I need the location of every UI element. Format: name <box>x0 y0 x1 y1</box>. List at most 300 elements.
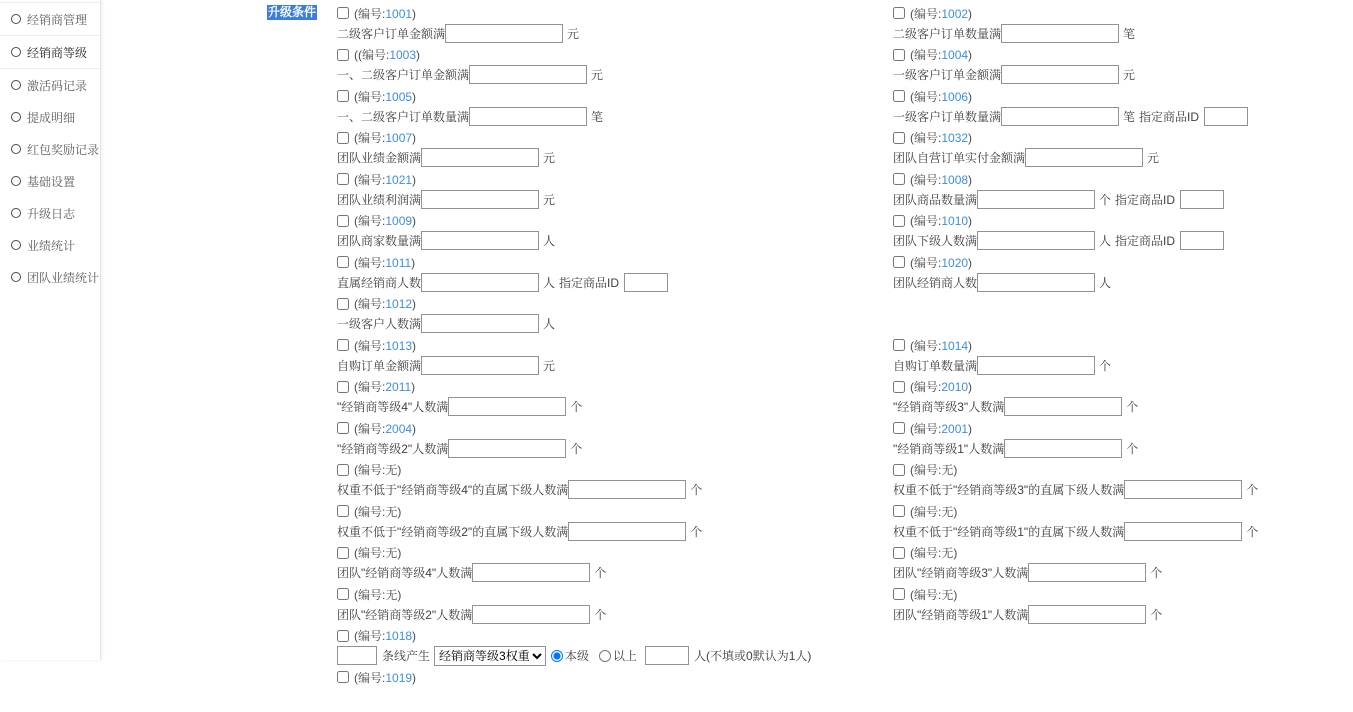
condition-label: 团队"经销商等级2"人数满 <box>337 607 473 622</box>
condition-code <box>910 254 972 271</box>
condition-checkbox[interactable] <box>893 339 905 351</box>
code-close-paren: ) <box>968 131 973 145</box>
condition-checkbox[interactable] <box>337 298 349 310</box>
condition-checkbox[interactable] <box>337 339 349 351</box>
unit-label: 个 <box>1099 192 1112 207</box>
condition-cell <box>893 587 1349 624</box>
line-count-input[interactable] <box>337 646 377 665</box>
condition-code <box>910 46 972 63</box>
code-open-paren: (编号: <box>354 6 386 21</box>
radio-label: 以上 <box>613 649 638 663</box>
condition-checkbox[interactable] <box>337 381 349 393</box>
unit-label: 个 <box>1246 483 1259 497</box>
condition-code <box>354 669 416 686</box>
unit-label: 人 <box>543 275 556 290</box>
condition-row <box>337 48 1349 85</box>
condition-value-input[interactable] <box>469 107 587 126</box>
condition-label: 二级客户订单数量满 <box>893 26 1002 41</box>
condition-label: 自购订单数量满 <box>893 358 978 373</box>
condition-code <box>354 337 416 354</box>
condition-code <box>910 544 957 561</box>
condition-value-input[interactable] <box>1001 107 1119 126</box>
code-open-paren: (编号: <box>354 131 386 145</box>
code-open-paren: (编号: <box>354 629 386 643</box>
sidebar-item-link[interactable] <box>0 101 100 133</box>
code-number: 1032 <box>941 131 969 145</box>
condition-value-input[interactable] <box>421 148 539 167</box>
code-close-paren: ) <box>411 380 416 394</box>
code-close-paren: ) <box>412 131 417 145</box>
condition-checkbox[interactable] <box>893 215 905 227</box>
condition-label: 团队下级人数满 <box>893 234 978 248</box>
condition-code <box>354 544 401 561</box>
sidebar-item-link[interactable] <box>0 3 100 35</box>
condition-checkbox[interactable] <box>337 547 349 559</box>
condition-checkbox[interactable] <box>337 49 349 61</box>
condition-value-input[interactable] <box>469 65 587 84</box>
condition-code <box>354 503 401 520</box>
unit-label: 元 <box>1123 68 1136 82</box>
condition-value-input[interactable] <box>977 356 1095 375</box>
condition-cell <box>337 214 893 251</box>
code-close-paren: ) <box>412 421 417 436</box>
condition-label: 团队"经销商等级4"人数满 <box>337 566 473 580</box>
condition-cell <box>337 421 893 458</box>
condition-cell <box>337 504 893 541</box>
code-number: 无 <box>941 546 954 560</box>
unit-label: 笔 <box>591 109 604 124</box>
condition-value-input[interactable] <box>568 522 686 541</box>
condition-cell <box>893 89 1349 126</box>
condition-cell <box>337 172 893 209</box>
unit-label: 人 <box>1099 234 1112 248</box>
code-open-paren: (编号: <box>910 48 942 62</box>
code-number: 无 <box>941 587 954 602</box>
sidebar-item-active[interactable] <box>0 35 100 69</box>
condition-row <box>337 504 1349 541</box>
condition-row <box>337 255 1349 292</box>
condition-label: 团队自营订单实付金额满 <box>893 151 1026 165</box>
condition-row <box>337 6 1349 43</box>
condition-cell <box>893 463 1349 500</box>
code-number: 1013 <box>385 338 413 353</box>
condition-value-input[interactable] <box>421 273 539 292</box>
condition-checkbox[interactable] <box>337 215 349 227</box>
code-open-paren: (编号: <box>354 463 386 477</box>
condition-checkbox[interactable] <box>893 90 905 102</box>
code-close-paren: ) <box>412 6 417 21</box>
code-close-paren: ) <box>411 255 416 270</box>
unit-label: 元 <box>543 358 556 373</box>
condition-checkbox[interactable] <box>893 464 905 476</box>
unit-label: 元 <box>543 151 556 165</box>
code-close-paren: ) <box>412 297 417 311</box>
radio-circle-icon <box>11 176 21 186</box>
code-open-paren: (编号: <box>354 89 386 104</box>
code-close-paren: ) <box>968 338 973 353</box>
condition-label: 自购订单金额满 <box>337 358 422 373</box>
condition-label: 团队商品数量满 <box>893 192 978 207</box>
condition-code <box>910 378 972 395</box>
unit-label: 个 <box>570 441 583 456</box>
code-number: 1012 <box>385 297 413 311</box>
code-close-paren: ) <box>968 48 973 62</box>
condition-value-input[interactable] <box>1004 397 1122 416</box>
upgrade-conditions-field-label: 升级条件 <box>268 5 317 19</box>
code-close-paren: ) <box>968 172 973 187</box>
condition-label: 权重不低于"经销商等级1"的直属下级人数满 <box>893 524 1125 539</box>
condition-row <box>337 89 1349 126</box>
radio-circle-icon <box>11 47 21 57</box>
condition-value-input[interactable] <box>1001 24 1119 43</box>
condition-value-input[interactable] <box>977 273 1095 292</box>
condition-value-input[interactable] <box>421 356 539 375</box>
unit-label: 个 <box>690 524 703 539</box>
sidebar-item-label: 基础设置 <box>27 174 76 189</box>
empty-cell <box>893 670 1349 707</box>
condition-cell <box>337 297 893 334</box>
condition-value-input[interactable] <box>1004 439 1122 458</box>
condition-row <box>337 297 1349 334</box>
product-id-label: 指定商品ID <box>1139 109 1200 124</box>
sidebar-item-link[interactable] <box>0 165 100 197</box>
code-number: 2011 <box>385 380 412 394</box>
code-close-paren: ) <box>953 587 958 602</box>
condition-cell <box>337 629 893 666</box>
condition-code <box>354 461 401 478</box>
product-id-label: 指定商品ID <box>559 275 620 290</box>
code-open-paren: (编号: <box>910 172 942 187</box>
code-open-paren: (编号: <box>354 587 386 602</box>
code-close-paren: ) <box>412 172 417 187</box>
condition-code <box>354 420 416 437</box>
code-close-paren: ) <box>397 504 402 519</box>
sidebar-item-label: 提成明细 <box>27 110 76 125</box>
condition-row <box>337 172 1349 209</box>
radio-circle-icon <box>11 112 21 122</box>
code-open-paren: (编号: <box>910 6 942 21</box>
code-number: 无 <box>385 463 398 477</box>
sidebar <box>0 0 101 660</box>
unit-label: 人 <box>543 234 556 248</box>
condition-cell <box>893 421 1349 458</box>
condition-value-input[interactable] <box>421 190 539 209</box>
condition-row <box>337 380 1349 417</box>
condition-label: 团队业绩金额满 <box>337 151 422 165</box>
condition-value-input[interactable] <box>472 605 590 624</box>
condition-cell <box>893 255 1349 292</box>
condition-row <box>337 131 1349 168</box>
condition-label: 一级客户订单数量满 <box>893 109 1002 124</box>
code-close-paren: ) <box>397 546 402 560</box>
code-number: 1018 <box>385 629 413 643</box>
code-open-paren: (编号: <box>354 255 386 270</box>
condition-cell <box>337 48 893 85</box>
code-close-paren: ) <box>968 255 973 270</box>
condition-value-input[interactable] <box>1028 605 1146 624</box>
condition-code <box>910 337 972 354</box>
condition-cell <box>893 214 1349 251</box>
condition-code <box>354 171 416 188</box>
code-open-paren: (编号: <box>354 380 386 394</box>
condition-checkbox[interactable] <box>893 256 905 268</box>
radio-circle-icon <box>11 240 21 250</box>
condition-checkbox[interactable] <box>893 547 905 559</box>
code-number: 无 <box>385 546 398 560</box>
code-open-paren: (编号: <box>910 546 942 560</box>
code-close-paren: ) <box>412 629 417 643</box>
code-open-paren: (编号: <box>910 463 942 477</box>
condition-code <box>910 420 972 437</box>
unit-label: 人 <box>1099 275 1112 290</box>
condition-value-input[interactable] <box>445 24 563 43</box>
code-number: 1002 <box>941 6 969 21</box>
condition-checkbox[interactable] <box>337 173 349 185</box>
condition-checkbox[interactable] <box>337 7 349 19</box>
condition-checkbox[interactable] <box>337 464 349 476</box>
empty-cell <box>893 297 1349 334</box>
level-weight-select[interactable] <box>434 646 546 666</box>
sidebar-item-label: 经销商管理 <box>27 12 88 27</box>
code-number: 1005 <box>385 89 413 104</box>
code-open-paren: (编号: <box>354 172 386 187</box>
radio-circle-icon <box>11 272 21 282</box>
condition-code <box>910 129 972 146</box>
condition-label: 一级客户订单金额满 <box>893 68 1002 82</box>
condition-value-input[interactable] <box>1028 563 1146 582</box>
condition-row <box>337 463 1349 500</box>
condition-cell <box>337 670 893 707</box>
unit-label: 个 <box>570 400 583 414</box>
code-open-paren: (编号: <box>354 338 386 353</box>
condition-label: 一、二级客户订单金额满 <box>337 68 470 82</box>
condition-checkbox[interactable] <box>337 671 349 683</box>
condition-label: 直属经销商人数 <box>337 275 422 290</box>
people-count-input[interactable] <box>645 646 689 665</box>
sidebar-item-label: 激活码记录 <box>27 78 88 93</box>
code-close-paren: ) <box>968 380 973 394</box>
code-open-paren: (编号: <box>354 670 386 685</box>
condition-checkbox[interactable] <box>337 90 349 102</box>
code-open-paren: (编号: <box>910 587 942 602</box>
condition-checkbox[interactable] <box>893 422 905 434</box>
code-number: 1001 <box>385 6 413 21</box>
radio-label: 本级 <box>565 649 590 663</box>
code-open-paren: ((编号: <box>354 48 390 62</box>
condition-checkbox[interactable] <box>893 381 905 393</box>
condition-value-input[interactable] <box>1124 522 1242 541</box>
code-close-paren: ) <box>416 48 421 62</box>
condition-checkbox[interactable] <box>337 505 349 517</box>
sidebar-item-link[interactable] <box>0 69 100 101</box>
product-id-input[interactable] <box>1180 190 1224 209</box>
code-open-paren: (编号: <box>910 380 942 394</box>
level-scope-radio[interactable] <box>551 650 563 662</box>
condition-checkbox[interactable] <box>893 132 905 144</box>
condition-value-input[interactable] <box>977 190 1095 209</box>
code-close-paren: ) <box>397 463 402 477</box>
code-close-paren: ) <box>412 670 417 685</box>
condition-row <box>337 421 1349 458</box>
sidebar-item-link[interactable] <box>0 229 100 261</box>
condition-cell <box>337 131 893 168</box>
sidebar-item-label: 团队业绩统计 <box>27 270 100 285</box>
condition-checkbox[interactable] <box>893 505 905 517</box>
code-close-paren: ) <box>953 546 958 560</box>
sidebar-item-link[interactable] <box>0 197 100 229</box>
code-close-paren: ) <box>397 587 402 602</box>
code-number: 2001 <box>941 421 969 436</box>
sidebar-item-label: 升级日志 <box>27 206 76 221</box>
condition-label: "经销商等级4"人数满 <box>337 400 449 414</box>
condition-code <box>910 503 957 520</box>
unit-label: 元 <box>567 26 580 41</box>
condition-value-input[interactable] <box>448 397 566 416</box>
condition-value-input[interactable] <box>1124 480 1242 499</box>
code-open-paren: (编号: <box>354 504 386 519</box>
condition-cell <box>337 463 893 500</box>
unit-label: 个 <box>690 483 703 497</box>
radio-circle-icon <box>11 144 21 154</box>
code-open-paren: (编号: <box>354 546 386 560</box>
code-number: 无 <box>385 587 398 602</box>
level-scope-radio[interactable] <box>599 650 611 662</box>
code-open-paren: (编号: <box>354 297 386 311</box>
condition-value-input[interactable] <box>1001 65 1119 84</box>
code-close-paren: ) <box>968 214 973 228</box>
condition-value-input[interactable] <box>448 439 566 458</box>
code-close-paren: ) <box>968 6 973 21</box>
condition-value-input[interactable] <box>1025 148 1143 167</box>
code-number: 1020 <box>941 255 969 270</box>
condition-checkbox[interactable] <box>893 49 905 61</box>
code-close-paren: ) <box>968 421 973 436</box>
condition-cell <box>337 6 893 43</box>
condition-checkbox[interactable] <box>893 588 905 600</box>
code-number: 1009 <box>385 214 413 228</box>
code-number: 2004 <box>385 421 413 436</box>
sidebar-item-label: 红包奖励记录 <box>27 142 100 157</box>
code-number: 2010 <box>941 380 969 394</box>
product-id-input[interactable] <box>1180 231 1224 250</box>
code-close-paren: ) <box>412 89 417 104</box>
condition-value-input[interactable] <box>421 231 539 250</box>
condition-checkbox[interactable] <box>337 630 349 642</box>
unit-label: 个 <box>1150 607 1163 622</box>
code-number: 1010 <box>941 214 969 228</box>
code-number: 无 <box>385 504 398 519</box>
condition-checkbox[interactable] <box>337 132 349 144</box>
condition-row <box>337 214 1349 251</box>
condition-code <box>354 129 416 146</box>
unit-label: 人 <box>543 317 556 331</box>
code-number: 1007 <box>385 131 413 145</box>
condition-label: 二级客户订单金额满 <box>337 26 446 41</box>
product-id-label: 指定商品ID <box>1115 234 1176 248</box>
condition-value-input[interactable] <box>472 563 590 582</box>
code-number: 1011 <box>385 255 412 270</box>
condition-row <box>337 629 1349 666</box>
condition-cell <box>893 380 1349 417</box>
condition-cell <box>893 338 1349 375</box>
condition-label: 团队商家数量满 <box>337 234 422 248</box>
code-number: 1021 <box>385 172 413 187</box>
code-number: 1006 <box>941 89 969 104</box>
condition-label: "经销商等级1"人数满 <box>893 441 1005 456</box>
condition-value-input[interactable] <box>977 231 1095 250</box>
condition-checkbox[interactable] <box>337 588 349 600</box>
product-id-input[interactable] <box>624 273 668 292</box>
condition-cell <box>337 89 893 126</box>
condition-row <box>337 546 1349 583</box>
code-open-paren: (编号: <box>910 89 942 104</box>
code-number: 1004 <box>941 48 969 62</box>
condition-cell <box>337 255 893 292</box>
condition-checkbox[interactable] <box>893 7 905 19</box>
product-id-label: 指定商品ID <box>1115 192 1176 207</box>
condition-code <box>910 171 972 188</box>
condition-cell <box>893 48 1349 85</box>
condition-code <box>910 461 957 478</box>
condition-code <box>910 212 972 229</box>
code-open-paren: (编号: <box>910 504 942 519</box>
condition-code <box>354 627 416 644</box>
condition-code <box>354 295 416 312</box>
code-open-paren: (编号: <box>910 338 942 353</box>
unit-label: 笔 <box>1123 109 1136 124</box>
sidebar-item-link[interactable] <box>0 133 100 165</box>
condition-code <box>910 5 972 22</box>
condition-code <box>354 586 401 603</box>
radio-circle-icon <box>11 208 21 218</box>
condition-label: 权重不低于"经销商等级3"的直属下级人数满 <box>893 483 1125 497</box>
unit-label: 元 <box>591 68 604 82</box>
unit-label: 个 <box>594 607 607 622</box>
condition-checkbox[interactable] <box>893 173 905 185</box>
code-open-paren: (编号: <box>354 421 386 436</box>
condition-label: 权重不低于"经销商等级4"的直属下级人数满 <box>337 483 569 497</box>
code-open-paren: (编号: <box>910 255 942 270</box>
radio-circle-icon <box>11 14 21 24</box>
unit-label: 笔 <box>1123 26 1136 41</box>
code-close-paren: ) <box>968 89 973 104</box>
sidebar-item-label: 经销商等级 <box>27 45 88 60</box>
code-number: 无 <box>941 504 954 519</box>
product-id-input[interactable] <box>1204 107 1248 126</box>
condition-cell <box>893 172 1349 209</box>
condition-checkbox[interactable] <box>337 256 349 268</box>
code-close-paren: ) <box>412 214 417 228</box>
condition-value-input[interactable] <box>568 480 686 499</box>
default-hint-label: 人(不填或0默认为1人) <box>694 649 812 663</box>
sidebar-item-link[interactable] <box>0 261 100 293</box>
condition-cell <box>893 131 1349 168</box>
condition-label: 权重不低于"经销商等级2"的直属下级人数满 <box>337 524 569 539</box>
condition-cell <box>337 546 893 583</box>
condition-checkbox[interactable] <box>337 422 349 434</box>
condition-label: 一级客户人数满 <box>337 317 422 331</box>
condition-code <box>354 254 415 271</box>
code-close-paren: ) <box>412 338 417 353</box>
unit-label: 个 <box>1246 524 1259 539</box>
code-number: 1019 <box>385 670 413 685</box>
code-number: 1003 <box>389 48 417 62</box>
empty-cell <box>893 629 1349 666</box>
condition-row <box>337 587 1349 624</box>
sidebar-item-label: 业绩统计 <box>27 238 76 253</box>
condition-value-input[interactable] <box>421 314 539 333</box>
condition-code <box>354 88 416 105</box>
